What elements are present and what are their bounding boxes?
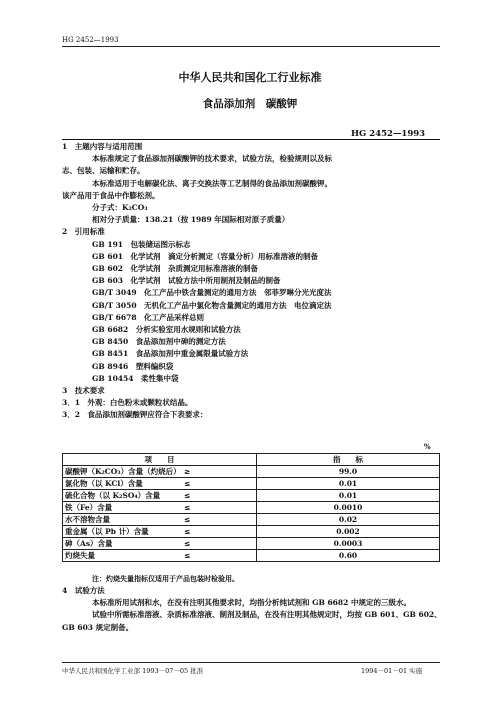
table-note: 注：灼烧失量指标仅适用于产品包装时检验用。	[92, 574, 239, 583]
paragraph: 试验中所需标准溶液、杂质标准溶液、制剂及制品，在没有注明其他规定时，均按 GB 601、GB 602、GB 603 规定制备。	[62, 610, 442, 632]
row-value: 0.60	[257, 550, 440, 562]
reference-item: GB 8451 食品添加剂中重金属限量试验方法	[92, 349, 249, 359]
row-value: 0.0003	[257, 538, 440, 550]
reference-item: GB 191 包装储运图示标志	[92, 239, 191, 249]
reference-item: GB 603 化学试剂 试验方法中所用制剂及制品的制备	[92, 276, 281, 286]
footer-rule	[62, 662, 440, 663]
approval-note: 中华人民共和国化学工业部 1993－07－05 批准	[62, 667, 204, 675]
row-item: 氯化物（以 KCl）含量	[63, 478, 183, 490]
table-row	[63, 490, 440, 502]
table-header-row	[63, 454, 440, 466]
table-row	[63, 502, 440, 514]
table-row	[63, 514, 440, 526]
table-unit: %	[424, 442, 431, 451]
row-operator: ≤	[182, 502, 257, 514]
reference-item: GB 6682 分析实验室用水规则和试验方法	[92, 325, 241, 335]
reference-item: GB 8946 塑料编织袋	[92, 361, 174, 371]
row-value: 0.01	[257, 478, 440, 490]
title-rule	[62, 139, 440, 140]
reference-item: GB/T 6678 化工产品采样总则	[92, 312, 205, 322]
row-operator: ≤	[182, 514, 257, 526]
row-operator: ≤	[182, 550, 257, 562]
paragraph-line: 志、包装、运输和贮存。	[62, 166, 145, 176]
page-id: HG 2452—1993	[62, 36, 119, 44]
reference-item: GB 601 化学试剂 滴定分析测定（容量分析）用标准溶液的制备	[92, 251, 319, 261]
paragraph-line: 该产品用于食品中作膨松剂。	[62, 190, 160, 200]
row-item: 碳酸钾（K₂CO₃）含量（灼烧后）	[63, 466, 183, 478]
row-item: 灼烧失量	[63, 550, 183, 562]
reference-item: GB 10454 柔性集中袋	[92, 373, 179, 383]
section-3-heading: 3 技术要求	[62, 386, 105, 396]
header-item: 项 目	[63, 454, 257, 466]
document-body	[62, 141, 444, 422]
row-value: 0.0010	[257, 502, 440, 514]
row-operator: ≤	[182, 490, 257, 502]
paragraph: 本标准所用试剂和水，在没有注明其他要求时，均指分析纯试剂和 GB 6682 中规定的三级水。	[92, 598, 411, 608]
clause-3-2: 3．2 食品添加剂碳酸钾应符合下表要求：	[62, 410, 208, 420]
row-item: 砷（As）含量	[63, 538, 183, 550]
reference-item: GB/T 3049 化工产品中铁含量测定的通用方法 邻菲罗啉分光光度法	[92, 288, 332, 298]
row-item: 重金属（以 Pb 计）含量	[63, 526, 183, 538]
table-row	[63, 478, 440, 490]
top-rule	[62, 46, 440, 47]
row-operator: ≤	[182, 538, 257, 550]
table-row	[63, 466, 440, 478]
row-item: 铁（Fe）含量	[63, 502, 183, 514]
paragraph-line: 本标准适用于电解碳化法、离子交换法等工艺制得的食品添加剂碳酸钾。	[92, 178, 332, 188]
row-operator: ≤	[182, 478, 257, 490]
molecular-formula: 分子式：K₂CO₃	[92, 203, 148, 213]
row-value: 99.0	[257, 466, 440, 478]
reference-item: GB/T 3050 无机化工产品中氯化物含量测定的通用方法 电位滴定法	[92, 300, 332, 310]
table-row	[63, 538, 440, 550]
molecular-mass: 相对分子质量：138.21（按 1989 年国际相对原子质量）	[92, 215, 290, 225]
document-title: 食品添加剂 碳酸钾	[202, 98, 298, 110]
reference-item: GB 8450 食品添加剂中砷的测定方法	[92, 337, 226, 347]
section-4-heading: 4 试验方法	[62, 586, 105, 595]
implementation-date: 1994－01－01 实施	[361, 667, 423, 675]
table-row	[63, 526, 440, 538]
standard-category-title: 中华人民共和国化工行业标准	[178, 71, 322, 84]
section-1-heading: 1 主题内容与适用范围	[62, 142, 143, 151]
header-spec: 指 标	[257, 454, 440, 466]
clause-3-1: 3．1 外观：白色粉末或颗粒状结晶。	[62, 398, 193, 408]
row-item: 水不溶物含量	[63, 514, 183, 526]
standard-code: HG 2452—1993	[351, 129, 426, 139]
row-operator: ≤	[182, 526, 257, 538]
reference-item: GB 602 化学试剂 杂质测定用标准溶液的制备	[92, 264, 259, 274]
row-value: 0.02	[257, 514, 440, 526]
table-row	[63, 550, 440, 562]
paragraph-line: 本标准规定了食品添加剂碳酸钾的技术要求，试验方法，检验规则以及标	[92, 154, 332, 164]
document-body-continued	[62, 585, 442, 634]
specification-table	[62, 453, 440, 562]
row-item: 硫化合物（以 K₂SO₄）含量	[63, 490, 183, 502]
row-operator: ≥	[182, 466, 257, 478]
row-value: 0.002	[257, 526, 440, 538]
row-value: 0.01	[257, 490, 440, 502]
section-2-heading: 2 引用标准	[62, 227, 105, 237]
